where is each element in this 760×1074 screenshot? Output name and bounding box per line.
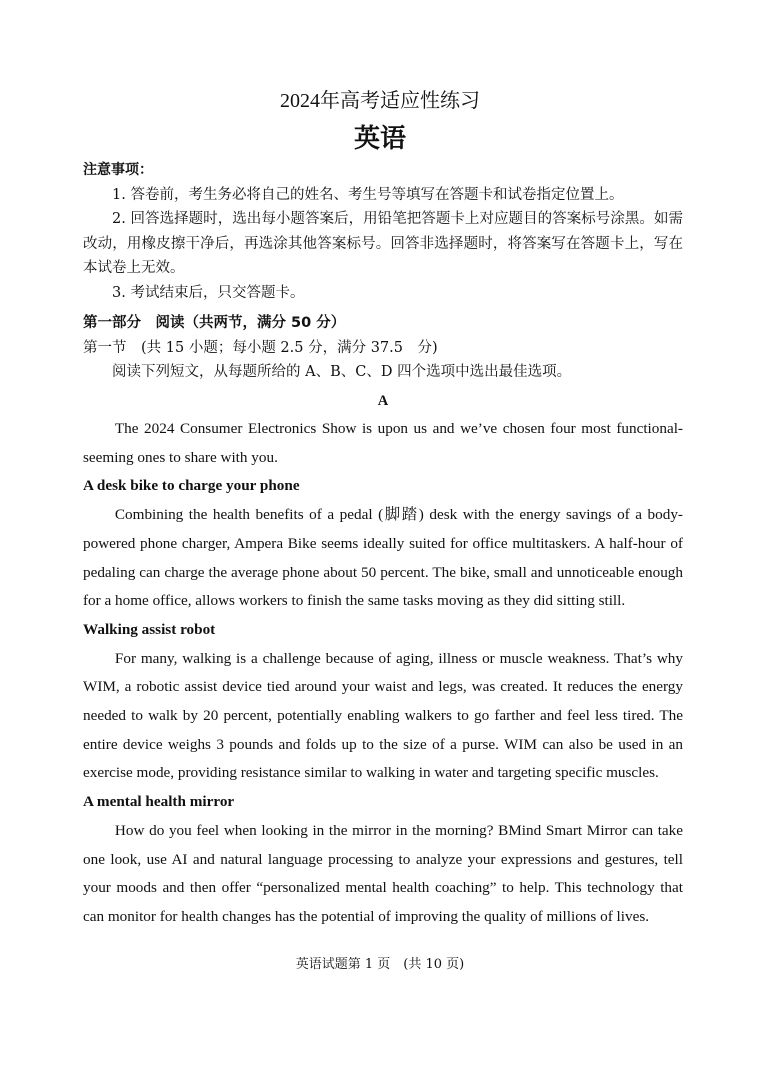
section1-heading: 第一节 (共 15 小题；每小题 2.5 分，满分 37.5 分) (83, 339, 438, 356)
reading-instruction: 阅读下列短文，从每题所给的 A、B、C、D 四个选项中选出最佳选项。 (112, 364, 572, 380)
exam-title: 2024年高考适应性练习 (280, 90, 480, 112)
notice-item-3: 3. 考试结束后，只交答题卡。 (112, 284, 305, 301)
notice-heading: 注意事项： (83, 162, 153, 178)
subject-title: 英语 (353, 124, 406, 154)
notice-item-1: 1. 答卷前，考生务必将自己的姓名、考生号等填写在答题卡和试卷指定位置上。 (112, 186, 624, 203)
section-heading-desk-bike: A desk bike to charge your phone (83, 477, 300, 495)
section-heading-mental-mirror: A mental health mirror (83, 793, 235, 811)
section-heading-walking-robot: Walking assist robot (83, 620, 216, 638)
section-body-mental-mirror: How do you feel when looking in the mirror in the morning? BMind Smart Mirror can take one look, use AI and natural language processing to analyze your expressions and gestures, tell your moods and then offer “personalized mental health coaching” to help. This technology that can monitor for health changes has the potential of improving the quality of millions of lives. (83, 821, 683, 925)
page-footer: 英语试题第 1 页 (共 10 页) (295, 957, 465, 972)
section-body-desk-bike: Combining the health benefits of a pedal (脚踏) desk with the energy savings of a body-powered phone charger, Ampera Bike seems ideally suited for office multitaskers. A half-hour of pedaling can charge the average phone about 50 percent. The bike, small and unnoticeable enough for a home office, allows workers to finish the same tasks moving as they did sitting still. (83, 506, 683, 610)
section-body-walking-robot: For many, walking is a challenge because of aging, illness or muscle weakness. That’s why WIM, a robotic assist device tied around your waist and legs, was created. It reduces the energy needed to walk by 20 percent, potentially enabling walkers to go farther and feel less tired. The entire device weighs 3 pounds and folds up to the size of a purse. WIM can also be used in an exercise mode, providing resistance similar to walking in water and targeting specific muscles. (83, 649, 683, 782)
notice-item-2: 2. 回答选择题时，选出每小题答案后，用铅笔把答题卡上对应题目的答案标号涂黑。如需改动，用橡皮擦干净后，再选涂其他答案标号。回答非选择题时，将答案写在答题卡上，写在本试卷上无效。 (83, 211, 683, 276)
passage-intro: The 2024 Consumer Electronics Show is upon us and we’ve chosen four most functional-seeming ones to share with you. (83, 420, 683, 466)
content-flow (83, 158, 683, 932)
part1-heading: 第一部分 阅读（共两节，满分 50 分） (83, 315, 346, 331)
passage-label: A (377, 392, 389, 409)
